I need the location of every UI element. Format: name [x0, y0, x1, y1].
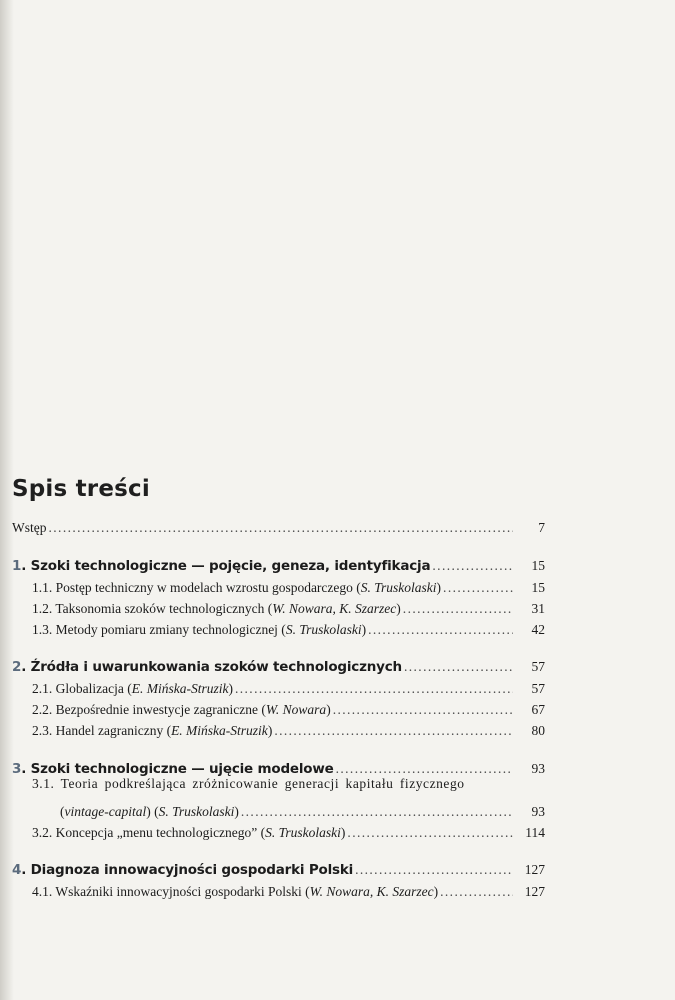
- page-number: 15: [531, 558, 545, 573]
- toc-chapter-2[interactable]: 2. Źródła i uwarunkowania szoków technologicznych ..... 57: [12, 659, 545, 675]
- toc-section-2-1[interactable]: 2.1. Globalizacja (E. Mińska-Struzik) ..... 57: [12, 681, 545, 697]
- dot-leader: [336, 761, 513, 777]
- dot-leader: [333, 702, 513, 718]
- toc-chapter-3[interactable]: 3. Szoki technologiczne — ujęcie modelowe ..... 93: [12, 761, 545, 777]
- toc-section-3-2[interactable]: 3.2. Koncepcja „menu technologicznego” (S. Truskolaski) ..... 114: [12, 825, 545, 841]
- toc-section-3-1-continued[interactable]: (vintage-capital) (S. Truskolaski) ..... 93: [12, 804, 545, 820]
- page-number: 114: [525, 825, 545, 840]
- toc-section-3-1[interactable]: 3.1. Teoria podkreślająca zróżnicowanie generacji kapitału fizycznego: [32, 776, 465, 791]
- toc-entry-intro[interactable]: Wstęp ..... 7: [12, 520, 545, 536]
- dot-leader: [404, 659, 513, 675]
- toc-chapter-1[interactable]: 1. Szoki technologiczne — pojęcie, geneza, identyfikacja ..... 15: [12, 558, 545, 574]
- page-number: 127: [524, 884, 545, 899]
- page-number: 67: [531, 702, 545, 717]
- page-number: 15: [531, 580, 545, 595]
- dot-leader: [274, 723, 513, 739]
- page-number: 127: [524, 862, 545, 877]
- toc-section-2-3[interactable]: 2.3. Handel zagraniczny (E. Mińska-Struzik) ..... 80: [12, 723, 545, 739]
- dot-leader: [403, 601, 513, 617]
- dot-leader: [432, 558, 513, 574]
- toc-chapter-4[interactable]: 4. Diagnoza innowacyjności gospodarki Polski ..... 127: [12, 862, 545, 878]
- page-number: 80: [531, 723, 545, 738]
- dot-leader: [368, 622, 513, 638]
- dot-leader: [443, 580, 513, 596]
- toc-section-1-2[interactable]: 1.2. Taksonomia szoków technologicznych (W. Nowara, K. Szarzec) ..... 31: [12, 601, 545, 617]
- dot-leader: [347, 825, 513, 841]
- page-number: 42: [531, 622, 545, 637]
- page-title: Spis treści: [12, 476, 150, 502]
- dot-leader: [235, 681, 513, 697]
- toc-section-1-1[interactable]: 1.1. Postęp techniczny w modelach wzrostu gospodarczego (S. Truskolaski) ..... 15: [12, 580, 545, 596]
- dot-leader: [49, 520, 514, 536]
- dot-leader: [440, 884, 513, 900]
- page-number: 93: [531, 804, 545, 819]
- toc-section-4-1[interactable]: 4.1. Wskaźniki innowacyjności gospodarki Polski (W. Nowara, K. Szarzec) ..... 127: [12, 884, 545, 900]
- page-number: 57: [531, 681, 545, 696]
- page-number: 7: [538, 520, 545, 535]
- toc-section-2-2[interactable]: 2.2. Bezpośrednie inwestycje zagraniczne (W. Nowara) ..... 67: [12, 702, 545, 718]
- table-of-contents: [12, 476, 545, 899]
- page-number: 93: [531, 761, 545, 776]
- page-number: 31: [531, 601, 545, 616]
- toc-section-1-3[interactable]: 1.3. Metody pomiaru zmiany technologicznej (S. Truskolaski) ..... 42: [12, 622, 545, 638]
- dot-leader: [241, 804, 513, 820]
- dot-leader: [355, 862, 513, 878]
- page-number: 57: [531, 659, 545, 674]
